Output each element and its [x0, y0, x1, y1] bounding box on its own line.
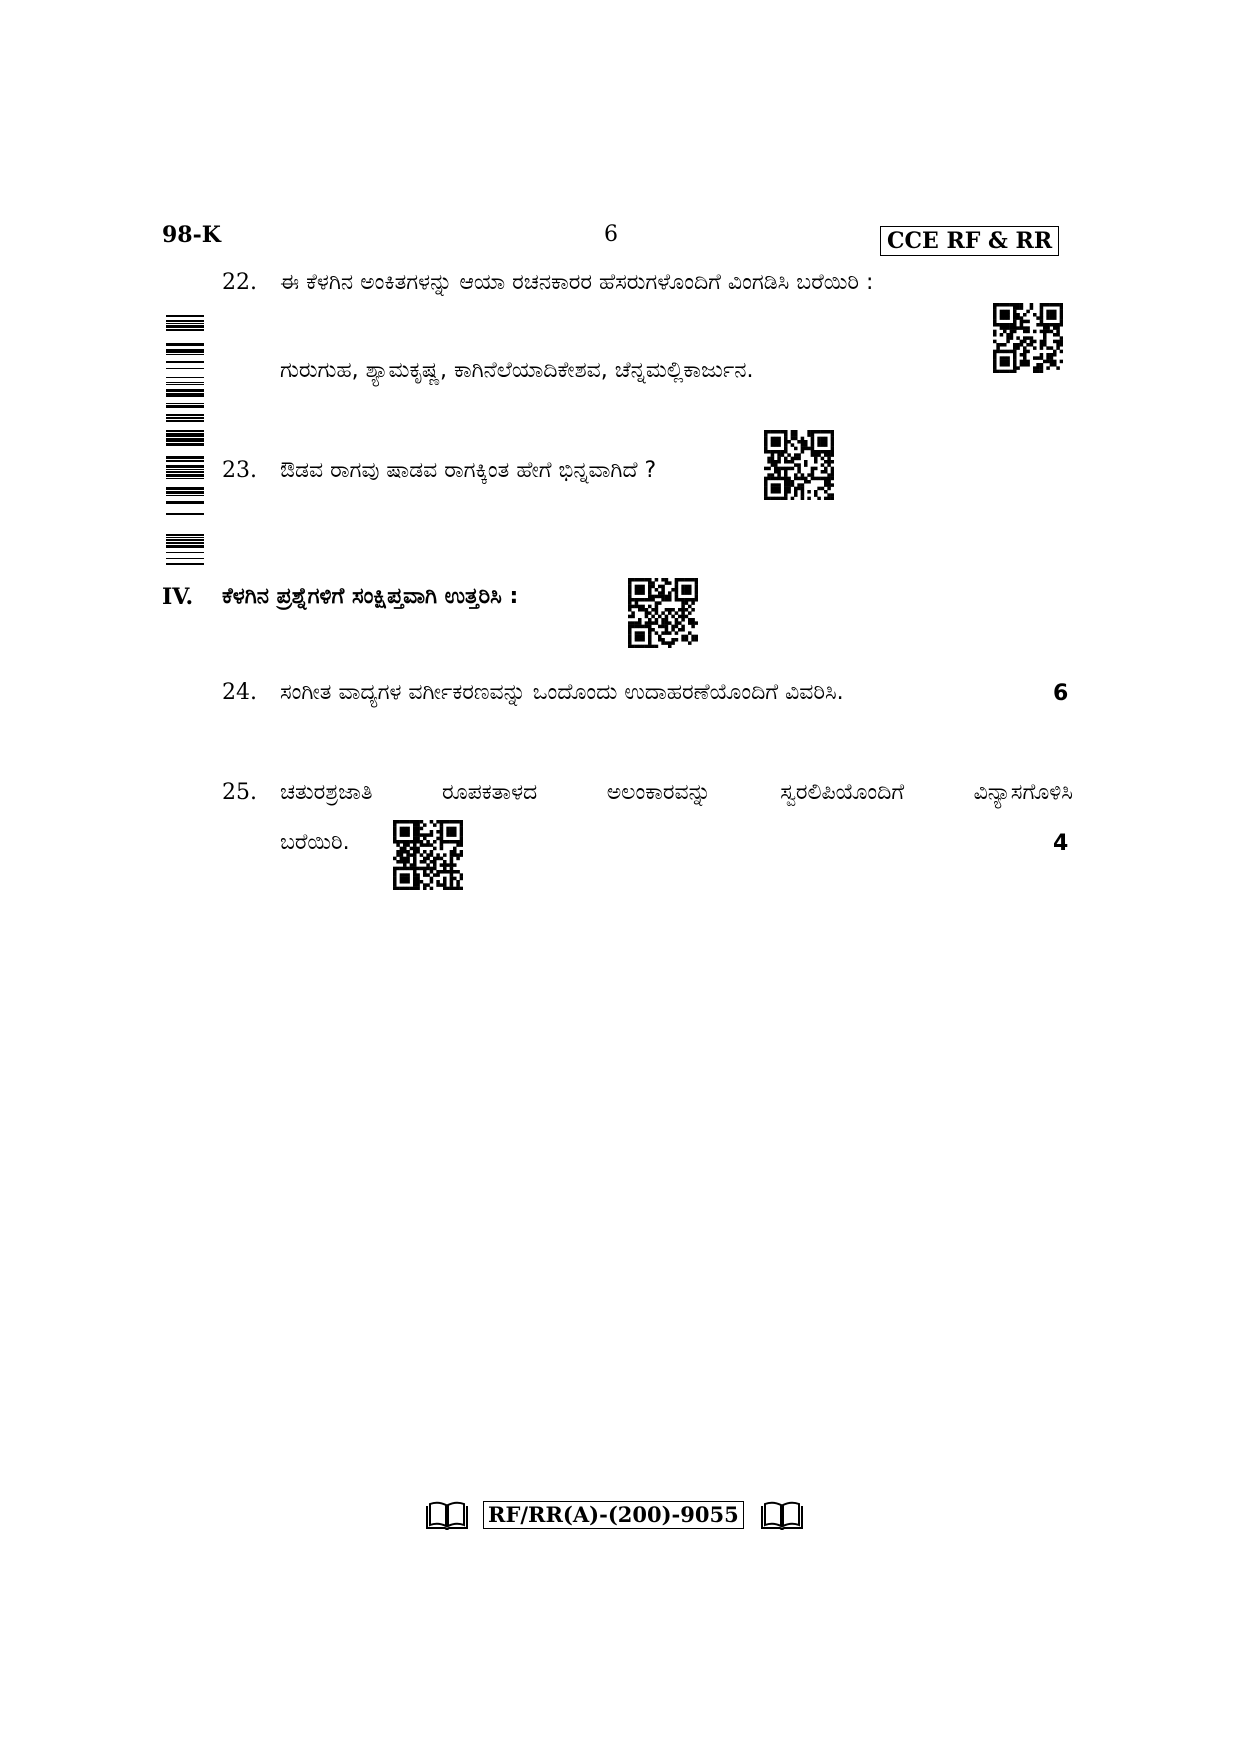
question-subtext: ಗುರುಗುಹ, ಶ್ಯಾಮಕೃಷ್ಣ, ಕಾಗಿನೆಲೆಯಾದಿಕೇಶವ, ಚೆನ್ನಮಲ್ಲಿಕಾರ್ಜುನ.: [280, 358, 754, 383]
question-number: 24.: [222, 680, 257, 705]
book-icon: [425, 1500, 469, 1532]
question-text: ಸಂಗೀತ ವಾದ್ಯಗಳ ವರ್ಗೀಕರಣವನ್ನು ಒಂದೊಂದು ಉದಾಹರಣೆಯೊಂದಿಗೆ ವಿವರಿಸಿ.: [280, 680, 844, 705]
paper-code: 98-K: [162, 222, 221, 248]
series-badge: CCE RF & RR: [880, 226, 1059, 256]
barcode: [166, 315, 204, 565]
qr-code-icon: [764, 430, 834, 500]
qr-code-icon: [993, 303, 1063, 373]
question-text-line: ಬರೆಯಿರಿ.: [280, 830, 350, 855]
question-word: ಸ್ವರಲಿಪಿಯೊಂದಿಗೆ: [780, 780, 905, 805]
question-text-line: [280, 780, 1073, 805]
footer-code: RF/RR(A)-(200)-9055: [483, 1501, 744, 1529]
question-word: ಅಲಂಕಾರವನ್ನು: [606, 780, 711, 805]
section-number: IV.: [162, 584, 194, 610]
question-number: 23.: [222, 458, 257, 483]
section-title: ಕೆಳಗಿನ ಪ್ರಶ್ನೆಗಳಿಗೆ ಸಂಕ್ಷಿಪ್ತವಾಗಿ ಉತ್ತರಿಸಿ :: [222, 584, 519, 609]
question-number: 22.: [222, 270, 257, 295]
question-word: ರೂಪಕತಾಳದ: [441, 780, 538, 805]
marks: 6: [1053, 681, 1069, 706]
marks: 4: [1053, 831, 1069, 856]
page-number: 6: [604, 222, 618, 247]
question-word: ಚತುರಶ್ರಜಾತಿ: [280, 780, 373, 805]
question-text: ಈ ಕೆಳಗಿನ ಅಂಕಿತಗಳನ್ನು ಆಯಾ ರಚನಕಾರರ ಹೆಸರುಗಳೊಂದಿಗೆ ವಿಂಗಡಿಸಿ ಬರೆಯಿರಿ :: [280, 270, 874, 295]
book-icon: [760, 1500, 804, 1532]
qr-code-icon: [628, 578, 698, 648]
qr-code-icon: [393, 820, 463, 890]
question-number: 25.: [222, 780, 257, 805]
question-text: ಔಡವ ರಾಗವು ಷಾಡವ ರಾಗಕ್ಕಿಂತ ಹೇಗೆ ಭಿನ್ನವಾಗಿದೆ ?: [280, 458, 657, 483]
question-word: ವಿನ್ಯಾಸಗೊಳಿಸಿ: [973, 780, 1073, 805]
